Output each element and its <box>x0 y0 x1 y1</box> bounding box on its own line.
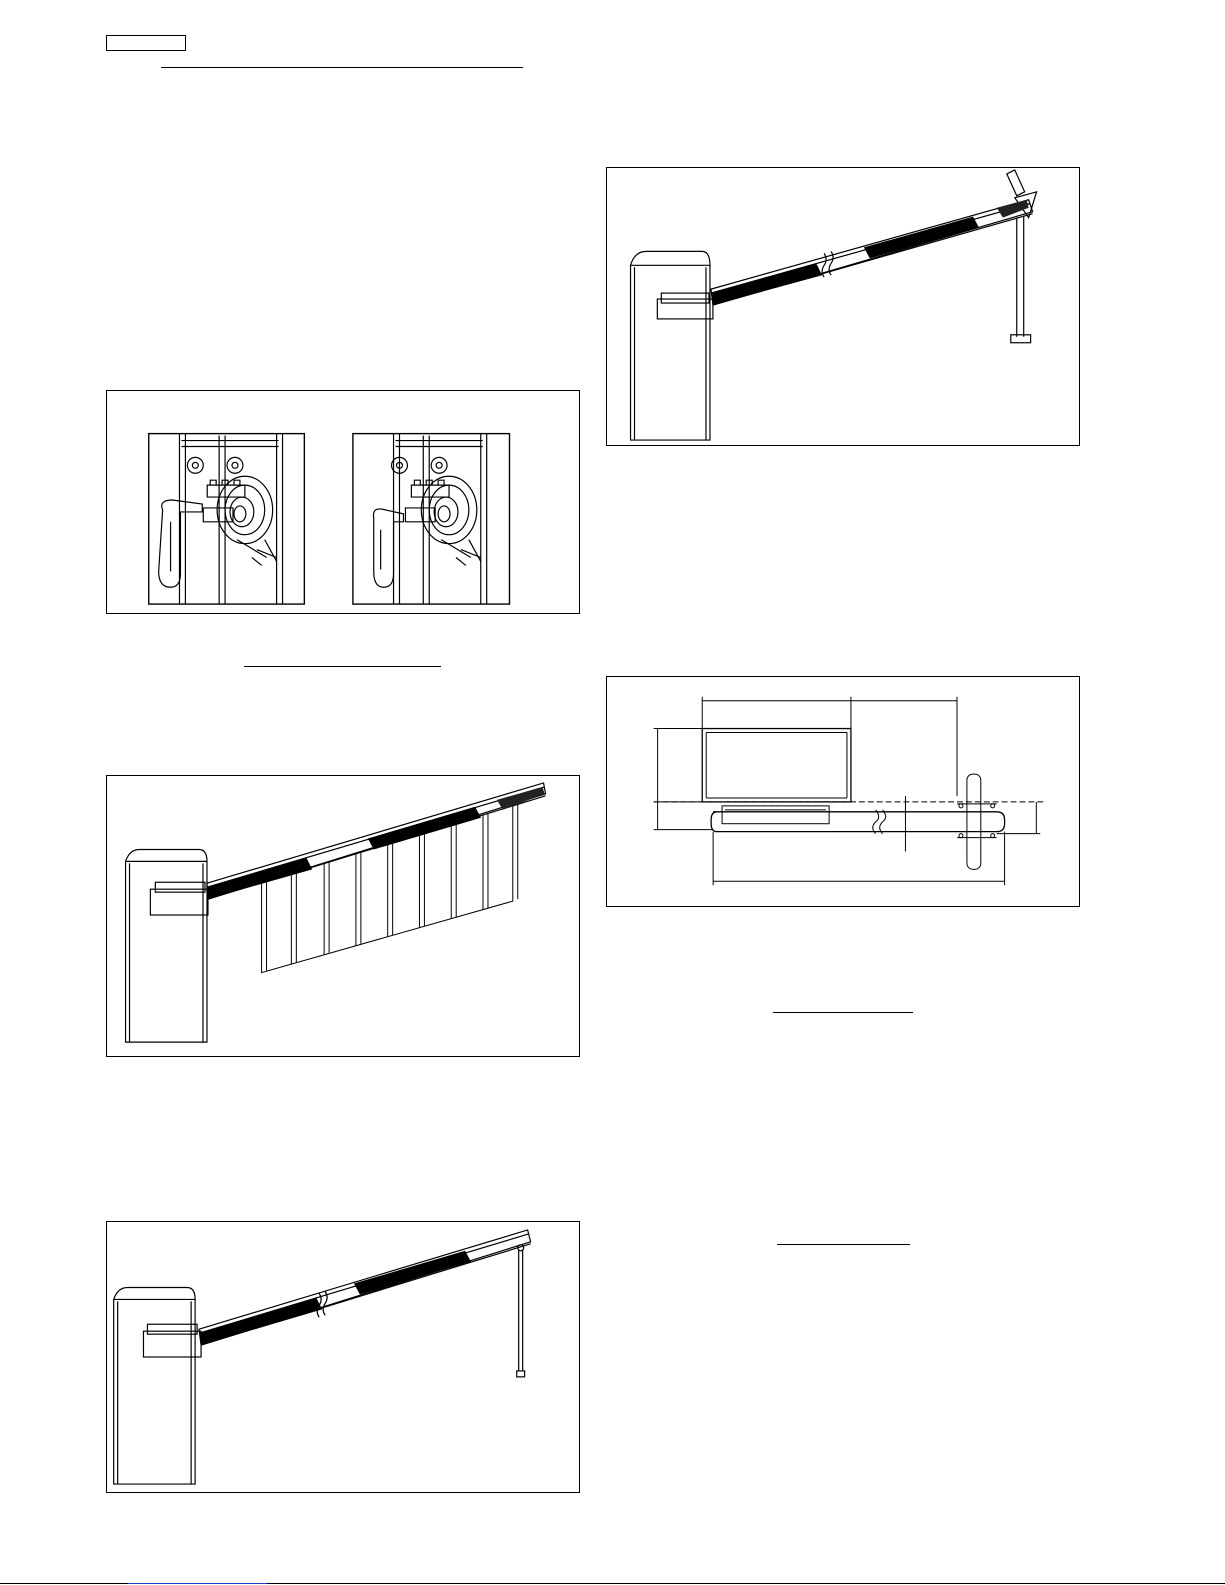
section-heading-rule-1 <box>161 67 523 68</box>
release-lever-illustration <box>107 391 579 613</box>
figure-barrier-fixed-support <box>606 167 1080 446</box>
section-heading-rule-4 <box>777 1244 910 1245</box>
barrier-skirt-illustration <box>107 776 579 1056</box>
section-heading-rule-3 <box>773 1012 913 1013</box>
figure-release-lever <box>106 390 580 614</box>
barrier-pendulum-illustration <box>107 1222 579 1492</box>
figure-barrier-skirt <box>106 775 580 1057</box>
section-heading-rule-2 <box>244 666 441 667</box>
header-tag-box <box>106 35 186 51</box>
figure-barrier-pendulum <box>106 1221 580 1493</box>
footer-link-underline[interactable] <box>128 1583 267 1584</box>
figure-dimension-drawing <box>606 676 1080 907</box>
dimension-drawing-illustration <box>607 677 1079 906</box>
barrier-fixed-support-illustration <box>607 168 1079 445</box>
